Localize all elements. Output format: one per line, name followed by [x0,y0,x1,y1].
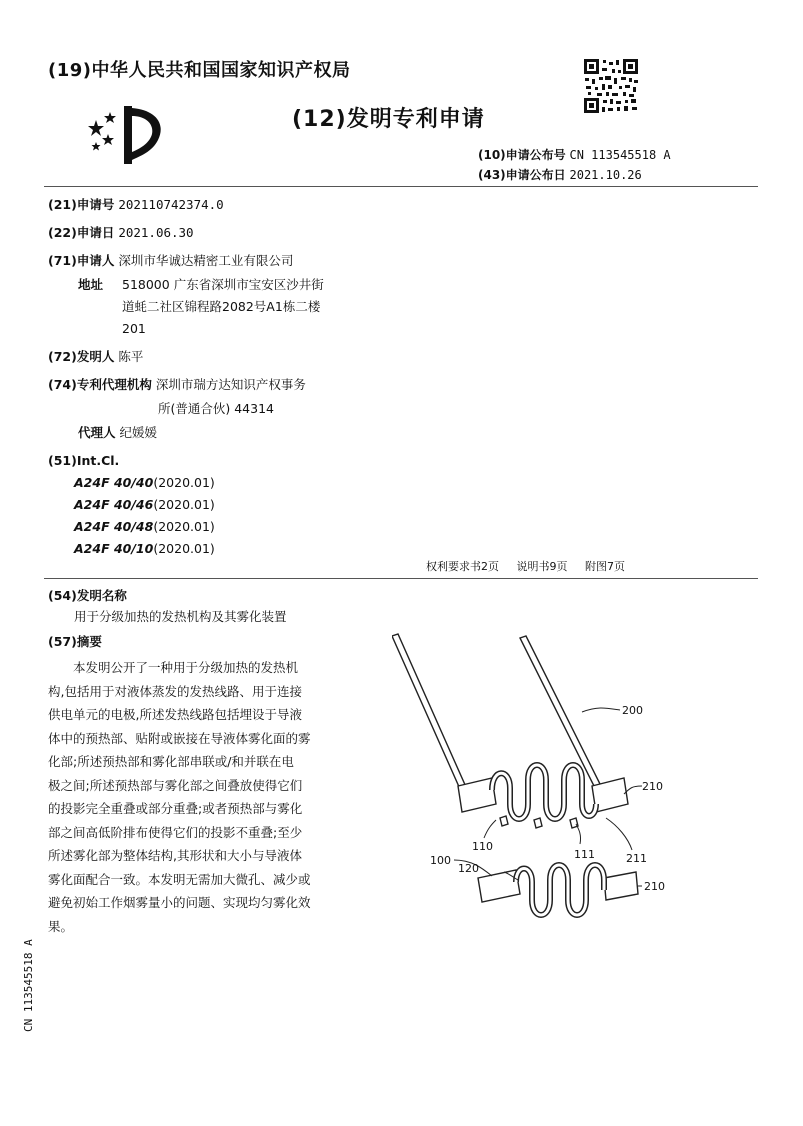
ipc-code: A24F 40/40 [74,475,154,490]
agency-name: 深圳市瑞方达知识产权事务 [155,377,306,392]
agency-label: (74)专利代理机构 [48,377,152,392]
application-number-label: (21)申请号 [48,197,115,212]
int-cl-label: (51)Int.Cl. [48,453,120,468]
agent-label: 代理人 [78,425,116,440]
agency-name-continued: 所(普通合伙) 44314 [158,401,274,416]
ipc-year: (2020.01) [153,519,215,534]
label-120: 120 [458,862,479,875]
ipc-entry [74,494,215,516]
publication-info [478,145,671,185]
inventor-label: (72)发明人 [48,349,115,364]
contact-tab [500,816,508,826]
header-divider [44,186,758,187]
label-100: 100 [430,854,451,867]
abstract-line: 构,包括用于对液体蒸发的发热线路、用于连接 [48,683,302,699]
applicant-row [48,250,293,272]
abstract-line: 本发明公开了一种用于分级加热的发热机 [48,660,299,675]
publication-number: CN 113545518 A [569,148,671,162]
electrode-rod [392,634,470,798]
ipc-entry [74,516,215,538]
lower-pad [478,870,520,902]
address-line: 道蚝二社区锦程路2082号A1栋二楼 [122,299,321,314]
invention-title: 用于分级加热的发热机构及其雾化装置 [74,609,287,624]
applicant-label: (71)申请人 [48,253,115,268]
ipc-code: A24F 40/48 [74,519,154,534]
publication-date: 2021.10.26 [569,168,642,182]
side-publication-code: CN 113545518 A [22,939,35,1032]
abstract-line: 极之间;所述预热部与雾化部之间叠放使得它们 [48,777,303,793]
ipc-year: (2020.01) [153,475,215,490]
contact-tab [534,818,542,828]
abstract-line: 雾化面配合一致。本发明无需加大微孔、减少或 [48,871,311,887]
heating-mechanism-figure [392,628,692,928]
label-211: 211 [626,852,647,865]
page-counts [426,558,639,574]
abstract-line: 果。 [48,918,74,934]
agent-row [78,422,157,444]
abstract-text [48,656,353,938]
filing-date-row [48,222,194,244]
abstract-line: 部之间高低阶排布使得它们的投影不重叠;至少 [48,824,303,840]
issuing-office: (19)中华人民共和国国家知识产权局 [48,60,351,81]
address-block [122,274,324,340]
filing-date-label: (22)申请日 [48,225,115,240]
ipc-year: (2020.01) [153,541,215,556]
section-divider [44,578,758,579]
abstract-line: 化部;所述预热部和雾化部串联或/和并联在电 [48,754,294,769]
inventor-row [48,346,143,368]
ipc-code: A24F 40/46 [74,497,154,512]
ipc-code: A24F 40/10 [74,541,154,556]
agent-name: 纪媛媛 [119,425,158,440]
qr-code-icon [583,58,639,114]
abstract-line: 所述雾化部为整体结构,其形状和大小与导液体 [48,848,302,863]
document-type-title: (12)发明专利申请 [292,107,485,132]
ipc-entry [74,472,215,494]
abstract-line: 的投影完全重叠或部分重叠;或者预热部与雾化 [48,801,303,816]
abstract-line: 体中的预热部、贴附或嵌接在导液体雾化面的雾 [48,730,311,746]
abstract-line: 避免初始工作烟雾量小的问题、实现均匀雾化效 [48,895,311,910]
application-number-row [48,194,224,216]
ipc-entry [74,538,215,560]
publication-number-label: (10)申请公布号 [478,148,566,162]
address-line: 518000 广东省深圳市宝安区沙井街 [122,277,324,292]
description-pages: 说明书9页 [516,560,568,573]
address-line: 201 [122,321,146,336]
invention-title-label: (54)发明名称 [48,588,127,603]
label-110: 110 [472,840,493,853]
cnipa-logo-icon [84,98,174,170]
abstract-line: 供电单元的电极,所述发热线路包括埋设于导液 [48,707,302,722]
label-111: 111 [574,848,595,861]
claims-pages: 权利要求书2页 [426,560,499,573]
label-210-upper: 210 [642,780,663,793]
label-210-lower: 210 [644,880,665,893]
applicant-name: 深圳市华诚达精密工业有限公司 [118,253,294,268]
abstract-label: (57)摘要 [48,634,102,649]
publication-date-label: (43)申请公布日 [478,168,566,182]
ipc-list [74,472,215,560]
filing-date: 2021.06.30 [118,225,194,240]
label-200: 200 [622,704,643,717]
lower-pad [604,872,638,900]
agency-row [48,374,306,396]
inventor-name: 陈平 [118,349,144,364]
drawings-pages: 附图7页 [585,560,625,573]
address-label: 地址 [78,277,104,292]
ipc-year: (2020.01) [153,497,215,512]
application-number: 202110742374.0 [118,197,224,212]
